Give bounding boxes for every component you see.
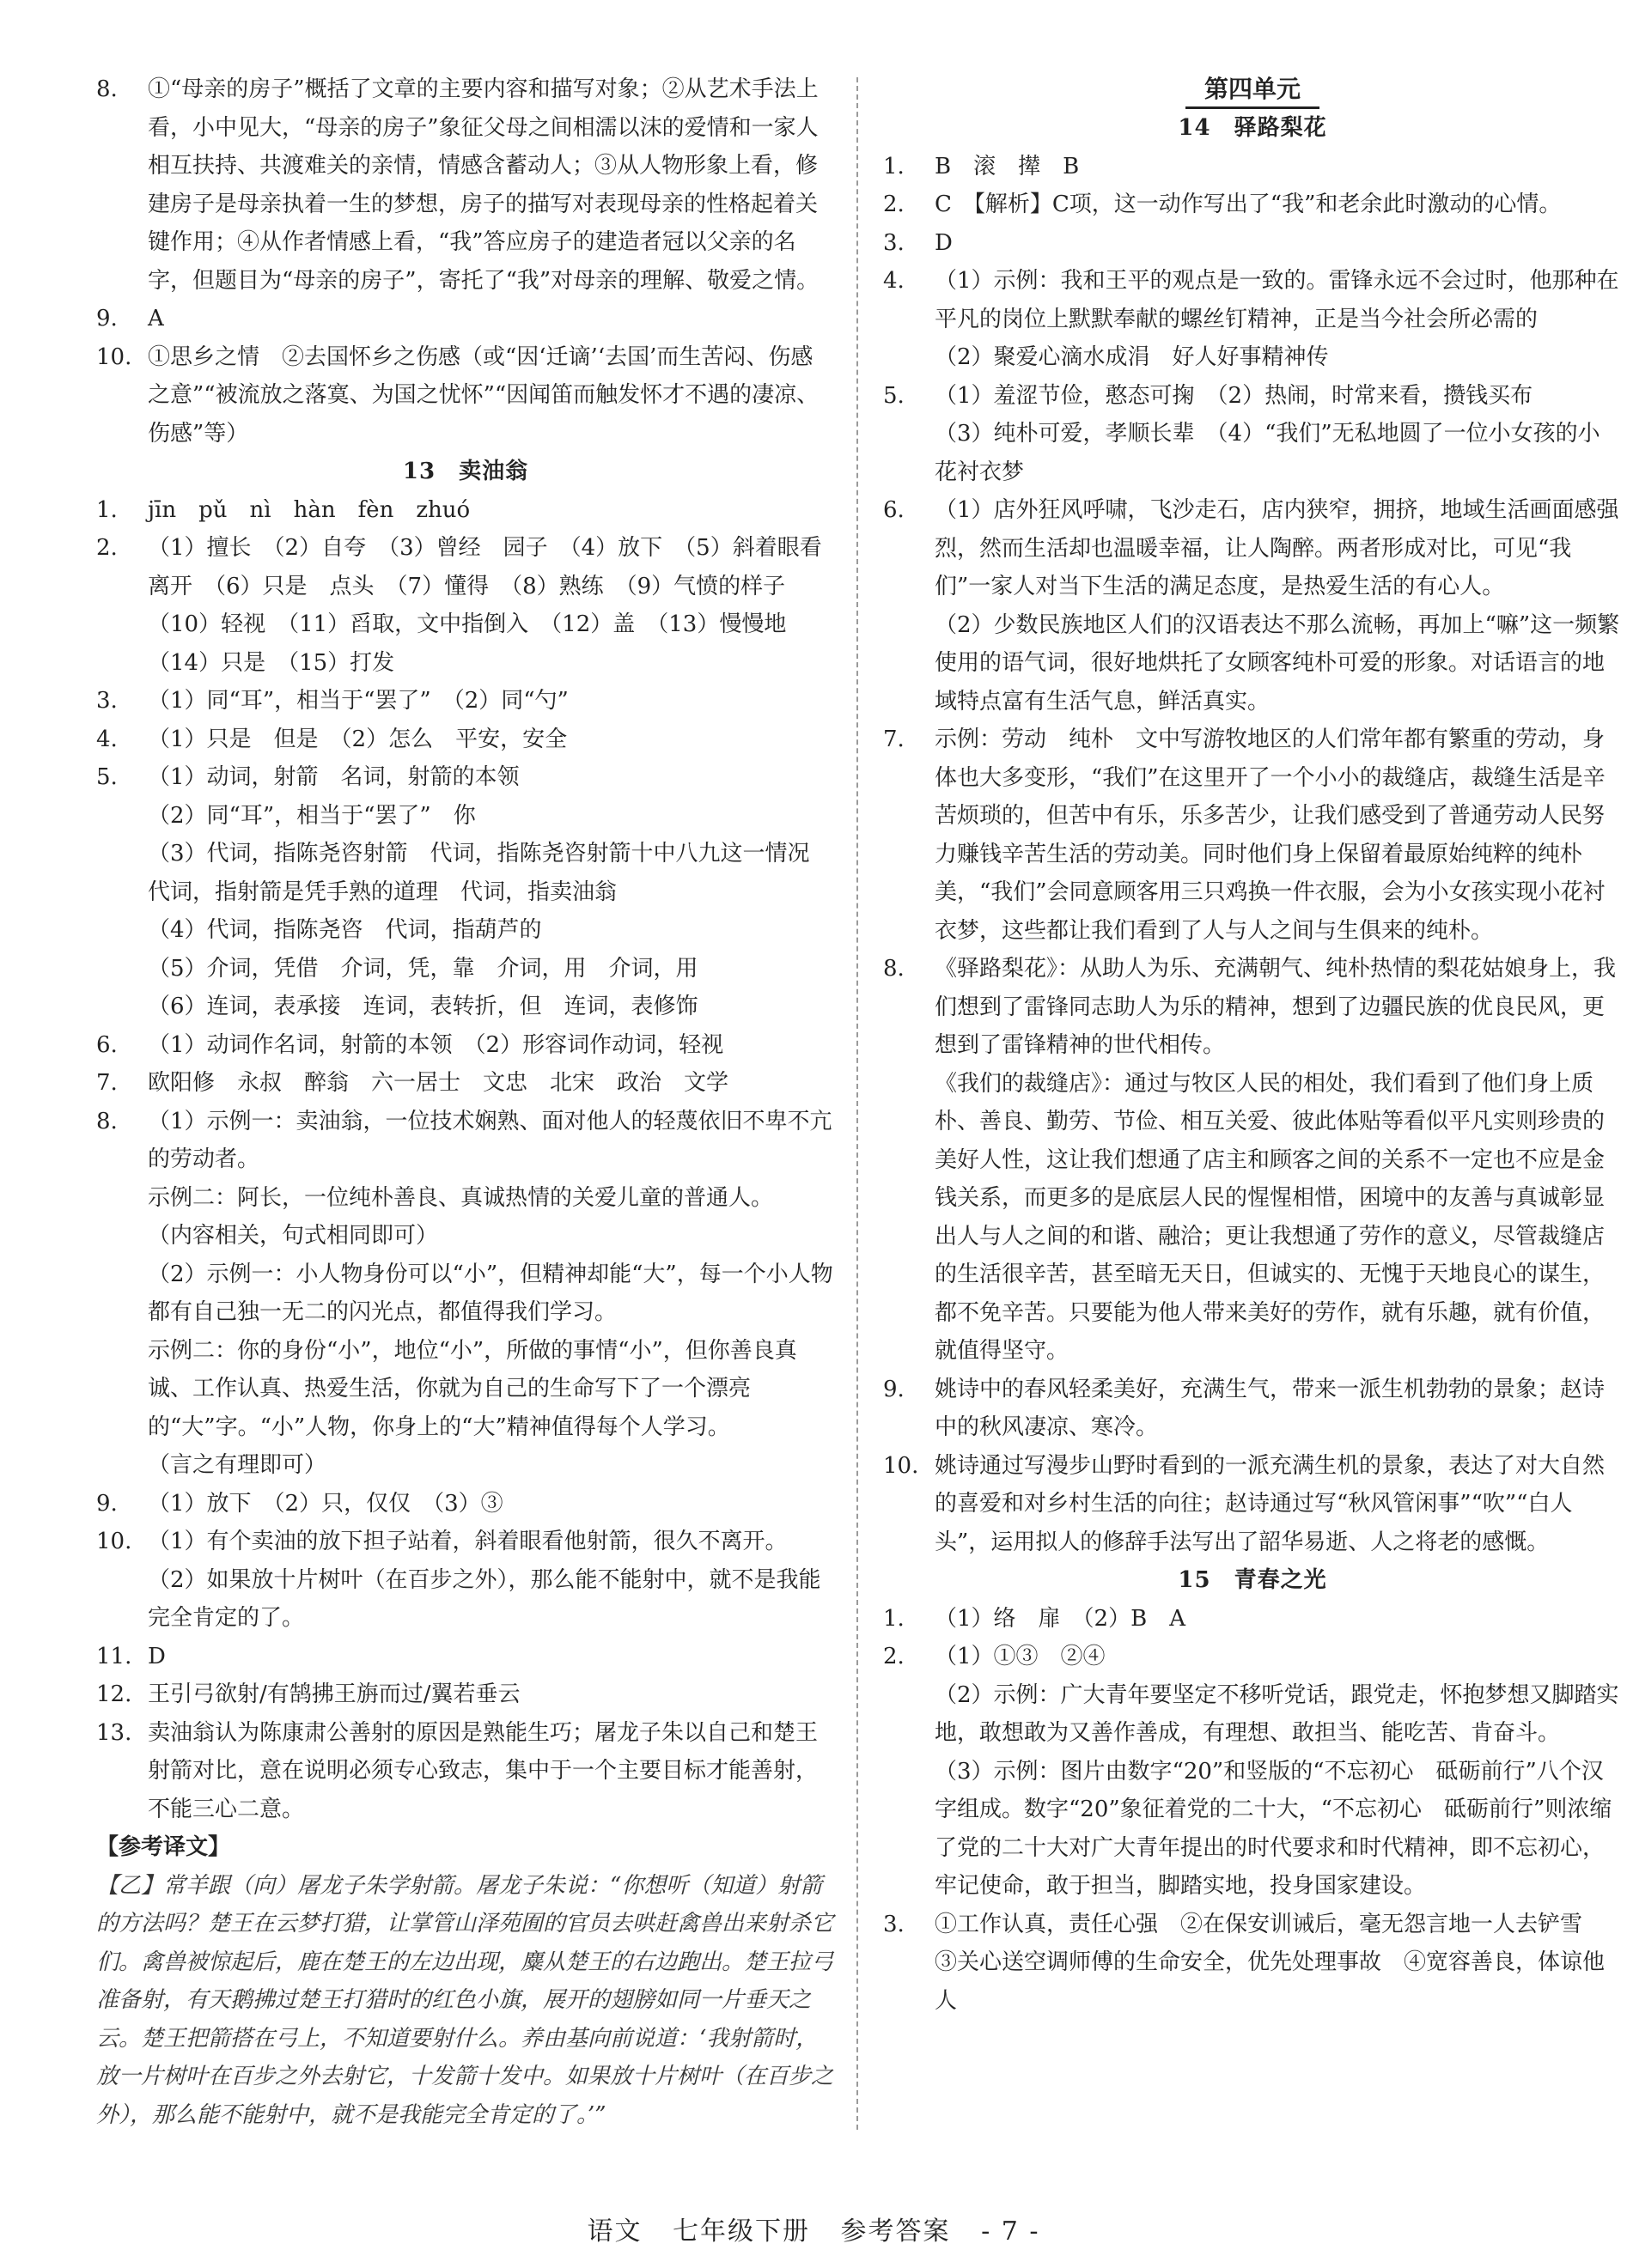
answer-line: （1）动词，射箭 名词，射箭的本领 [148, 764, 520, 790]
answer-item [883, 1906, 1622, 2021]
translation-paragraph: 【乙】常羊跟（向）屠龙子朱学射箭。屠龙子朱说：“你想听（知道）射箭的方法吗？楚王在云梦打猎，让掌管山泽苑囿的官员去哄赶禽兽出来射杀它们。禽兽被惊起后，鹿在楚王的左边出现，麋从楚王的右边跑出。楚王拉弓准备射，有天鹅拂过楚王打猎时的红色小旗，展开的翅膀如同一片垂天之云。楚王把箭搭在弓上，不知道要射什么。养由基向前说道：‘我射箭时，放一片树叶在百步之外去射它，十发箭十发中。如果放十片树叶（在百步之外），那么能不能射中，就不是我能完全肯定的了。’” [96, 1872, 834, 2128]
answer-item [883, 185, 1622, 224]
answer-number: 5. [883, 382, 905, 409]
answer-line: 示例二：你的身份“小”，地位“小”，所做的事情“小”，但你善良真诚、工作认真、热爱生活，你就为自己的生命写下了一个漂亮的“大”字。“小”人物，你身上的“大”精神值得每个人学习。 [148, 1337, 797, 1440]
answer-number: 11. [96, 1643, 132, 1669]
answer-item [96, 1064, 835, 1103]
lesson-13-answers [96, 491, 835, 1829]
answer-number: 13. [96, 1719, 132, 1746]
translation-title: 【参考译文】 [96, 1834, 231, 1860]
lesson-15-answers [883, 1600, 1622, 2021]
answer-number: 9. [883, 1376, 905, 1402]
answer-line: （1）只是 但是 （2）怎么 平安，安全 [148, 726, 568, 752]
answer-line: ①“母亲的房子”概括了文章的主要内容和描写对象；②从艺术手法上看，小中见大，“母亲的房子”象征父母之间相濡以沫的爱情和一家人相互扶持、共渡难关的亲情，情感含蓄动人；③从人物形象上看，修建房子是母亲执着一生的梦想，房子的描写对表现母亲的性格起着关键作用；④从作者情感上看，“我”答应房子的建造者冠以父亲的名字，但题目为“母亲的房子”，寄托了“我”对母亲的理解、敬爱之情。 [148, 76, 820, 294]
answer-number: 6. [96, 1031, 118, 1058]
answer-line: 卖油翁认为陈康肃公善射的原因是熟能生巧；屠龙子朱以自己和楚王射箭对比，意在说明必须专心致志，集中于一个主要目标才能善射，不能三心二意。 [148, 1719, 819, 1822]
answer-line: 王引弓欲射/有鹄拂王旃而过/翼若垂云 [148, 1681, 521, 1707]
answer-item [883, 224, 1622, 263]
answer-item [883, 721, 1622, 950]
answer-line: （2）如果放十片树叶（在百步之外），那么能不能射中，就不是我能完全肯定的了。 [148, 1566, 821, 1631]
answer-number: 12. [96, 1681, 132, 1707]
answer-item [883, 491, 1622, 721]
footer-page-number: - 7 - [981, 2216, 1040, 2247]
answer-number: 1. [96, 496, 118, 523]
answer-item [96, 529, 835, 682]
answer-item [96, 721, 835, 759]
answer-line: 姚诗中的春风轻柔美好，充满生气，带来一派生机勃勃的景象；赵诗中的秋风凄凉、寒冷。 [935, 1376, 1606, 1440]
answer-line: A [148, 306, 164, 331]
answer-item [883, 262, 1622, 377]
answer-item [96, 70, 835, 300]
column-divider [856, 77, 858, 2130]
answer-line: 姚诗通过写漫步山野时看到的一派充满生机的景象，表达了对大自然的喜爱和对乡村生活的向往；赵诗通过写“秋风管闲事”“吹”“白人头”，运用拟人的修辞手法写出了韶华易逝、人之将老的感慨。 [935, 1452, 1606, 1555]
answer-line: （5）介词，凭借 介词，凭，靠 介词，用 介词，用 [148, 955, 698, 982]
answer-number: 8. [883, 956, 905, 982]
answer-line: （4）代词，指陈尧咨 代词，指葫芦的 [148, 917, 542, 943]
answer-line: （1）示例：我和王平的观点是一致的。雷锋永远不会过时，他那种在平凡的岗位上默默奉献的螺丝钉精神，正是当今社会所必需的 [935, 268, 1619, 332]
answer-item [883, 1600, 1622, 1639]
answer-line: （2）聚爱心滴水成涓 好人好事精神传 [935, 344, 1329, 370]
answer-line: （1）络 扉 （2）B A [935, 1605, 1185, 1632]
answer-line: 示例二：阿长，一位纯朴善良、真诚热情的关爱儿童的普通人。 [148, 1184, 774, 1211]
answer-line: 《驿路梨花》：从助人为乐、充满朝气、纯朴热情的梨花姑娘身上，我们想到了雷锋同志助人为乐的精神，想到了边疆民族的优良民风，更想到了雷锋精神的世代相传。 [935, 956, 1617, 1058]
answer-item [96, 1026, 835, 1065]
unit-4-title: 第四单元 [883, 70, 1622, 109]
answer-line: （3）纯朴可爱，孝顺长辈 （4）“我们”无私地圆了一位小女孩的小花衬衣梦 [935, 421, 1600, 485]
answer-line: （3）代词，指陈尧咨射箭 代词，指陈尧咨射箭十中八九这一情况 代词，指射箭是凭手熟的道理 代词，指卖油翁 [148, 841, 832, 905]
answer-item [96, 682, 835, 721]
answer-item [96, 1638, 835, 1676]
answer-item [883, 1638, 1622, 1906]
answer-item [883, 1371, 1622, 1447]
footer-label: 参考答案 [840, 2216, 951, 2247]
answer-number: 10. [96, 344, 132, 370]
answer-item [96, 491, 835, 530]
answer-number: 6. [883, 497, 905, 523]
answer-line: C 【解析】C项，这一动作写出了“我”和老余此时激动的心情。 [935, 192, 1562, 217]
answer-line: （3）示例：图片由数字“20”和竖版的“不忘初心 砥砺前行”八个汉字组成。数字“20”象征着党的二十大，“不忘初心 砥砺前行”则浓缩了党的二十大对广大青年提出的时代要求和时代精神，即不忘初心，牢记使命，敢于担当，脚踏实地，投身国家建设。 [935, 1758, 1612, 1899]
answer-line: （10）轻视 （11）舀取，文中指倒入 （12）盖 （13）慢慢地 [148, 611, 787, 637]
lesson-14-answers [883, 148, 1622, 1562]
answer-number: 8. [96, 76, 118, 102]
answer-item [96, 1714, 835, 1829]
answer-line: D [148, 1643, 166, 1669]
answer-line: （6）连词，表承接 连词，表转折，但 连词，表修饰 [148, 994, 698, 1019]
lesson-13-heading: 13 卖油翁 [402, 459, 529, 484]
answer-line: 《我们的裁缝店》：通过与牧区人民的相处，我们看到了他们身上质朴、善良、勤劳、节俭、相互关爱、彼此体贴等看似平凡实则珍贵的美好人性，这让我们想通了店主和顾客之间的关系不一定也不应是金钱关系，而更多的是底层人民的惺惺相惜，困境中的友善与真诚彰显出人与人之间的和谐、融洽；更让我想通了劳作的意义，尽管裁缝店的生活很辛苦，甚至暗无天日，但诚实的、无愧于天地良心的谋生，都不免辛苦。只要能为他人带来美好的劳作，就有乐趣，就有价值，就值得坚守。 [935, 1070, 1606, 1364]
answer-line: （14）只是 （15）打发 [148, 649, 395, 676]
answer-line: B 滚 撵 B [935, 153, 1080, 179]
footer-subject: 语文 [587, 2216, 643, 2247]
answer-line: （1）同“耳”，相当于“罢了” （2）同“勺” [148, 688, 569, 714]
answer-item [883, 950, 1622, 1371]
translation-text [96, 1867, 835, 2135]
answer-number: 8. [96, 1108, 118, 1134]
answer-item [96, 1485, 835, 1523]
answer-item [96, 1523, 835, 1638]
answer-line: 示例：劳动 纯朴 文中写游牧地区的人们常年都有繁重的劳动，身体也大多变形，“我们”在这里开了一个小小的裁缝店，裁缝生活是辛苦烦琐的，但苦中有乐，乐多苦少，让我们感受到了普通劳动人民努力赚钱辛苦生活的劳动美。同时他们身上保留着最原始纯粹的纯朴美，“我们”会同意顾客用三只鸡换一件衣服，会为小女孩实现小花衬衣梦，这些都让我们看到了人与人之间与生俱来的纯朴。 [935, 727, 1606, 944]
unit3-answers-tail [96, 70, 835, 453]
answer-number: 2. [96, 535, 118, 561]
answer-line: （2）示例一：小人物身份可以“小”，但精神却能“大”，每一个小人物都有自己独一无二的闪光点，都值得我们学习。 [148, 1261, 833, 1325]
answer-line: jīn pǔ nì hàn fèn zhuó [148, 496, 471, 523]
answer-line: （2）示例：广大青年要坚定不移听党话，跟党走，怀抱梦想又脚踏实地，敢想敢为又善作善成，有理想、敢担当、能吃苦、肯奋斗。 [935, 1681, 1619, 1746]
answer-line: （1）动词作名词，射箭的本领 （2）形容词作动词，轻视 [148, 1031, 724, 1058]
answer-number: 4. [96, 726, 118, 752]
answer-line: ①思乡之情 ②去国怀乡之伤感（或“因‘迁谪’‘去国’而生苦闷、伤感之意”“被流放之落寞、为国之忧怀”“因闻笛而触发怀才不遇的凄凉、伤感”等） [148, 344, 820, 447]
answer-number: 4. [883, 268, 905, 294]
lesson-14-heading: 14 驿路梨花 [1178, 115, 1327, 141]
answer-number: 2. [883, 1644, 905, 1669]
answer-item [96, 1675, 835, 1714]
answer-number: 7. [96, 1070, 118, 1096]
right-column [883, 70, 1622, 2020]
answer-line: （2）少数民族地区人们的汉语表达不那么流畅，再加上“嘛”这一频繁使用的语气词，很好地烘托了女顾客纯朴可爱的形象。对话语言的地域特点富有生活气息，鲜活真实。 [935, 611, 1620, 714]
answer-line: D [935, 229, 953, 256]
page-footer [0, 2210, 1627, 2247]
answer-number: 3. [883, 1911, 905, 1937]
answer-item [96, 338, 835, 453]
answer-line: （1）①③ ②④ [935, 1644, 1106, 1669]
answer-item [96, 1103, 835, 1485]
answer-number: 9. [96, 1490, 118, 1517]
answer-line: （1）擅长 （2）自夸 （3）曾经 园子 （4）放下 （5）斜着眼看离开 （6）只是 点头 （7）懂得 （8）熟练 （9）气愤的样子 [148, 535, 822, 599]
answer-number: 7. [883, 727, 905, 752]
answer-number: 9. [96, 306, 118, 331]
answer-number: 1. [883, 153, 905, 179]
answer-line: （2）同“耳”，相当于“罢了” 你 [148, 802, 476, 829]
answer-number: 10. [883, 1452, 919, 1479]
footer-grade: 七年级下册 [673, 2216, 810, 2247]
answer-line: （1）羞涩节俭，憨态可掬 （2）热闹，时常来看，攒钱买布 [935, 382, 1533, 409]
answer-number: 1. [883, 1605, 905, 1632]
answer-line: （言之有理即可） [148, 1452, 327, 1478]
left-column [96, 70, 835, 2134]
answer-item [96, 300, 835, 338]
lesson-15-heading: 15 青春之光 [1178, 1567, 1327, 1593]
answer-line: （1）店外狂风呼啸，飞沙走石，店内狭窄，拥挤，地域生活画面感强烈，然而生活却也温暖幸福，让人陶醉。两者形成对比，可见“我们”一家人对当下生活的满足态度，是热爱生活的有心人。 [935, 497, 1619, 599]
answer-item [883, 377, 1622, 492]
answer-number: 10. [96, 1529, 132, 1554]
answer-line: 欧阳修 永叔 醉翁 六一居士 文忠 北宋 政治 文学 [148, 1070, 729, 1096]
answer-line: （1）有个卖油的放下担子站着，斜着眼看他射箭，很久不离开。 [148, 1529, 788, 1554]
answer-line: （1）示例一：卖油翁，一位技术娴熟、面对他人的轻蔑依旧不卑不亢的劳动者。 [148, 1108, 832, 1172]
answer-line: ①工作认真，责任心强 ②在保安训诫后，毫无怨言地一人去铲雪 ③关心送空调师傅的生命安全，优先处理事故 ④宽容善良，体谅他人 [935, 1911, 1606, 2014]
answer-item [96, 758, 835, 1026]
answer-number: 5. [96, 764, 118, 790]
answer-line: （1）放下 （2）只，仅仅 （3）③ [148, 1490, 503, 1517]
answer-number: 3. [883, 229, 905, 256]
answer-item [883, 148, 1622, 186]
answer-number: 2. [883, 192, 905, 217]
answer-line: （内容相关，句式相同即可） [148, 1223, 439, 1249]
answer-number: 3. [96, 688, 118, 714]
answer-item [883, 1447, 1622, 1562]
